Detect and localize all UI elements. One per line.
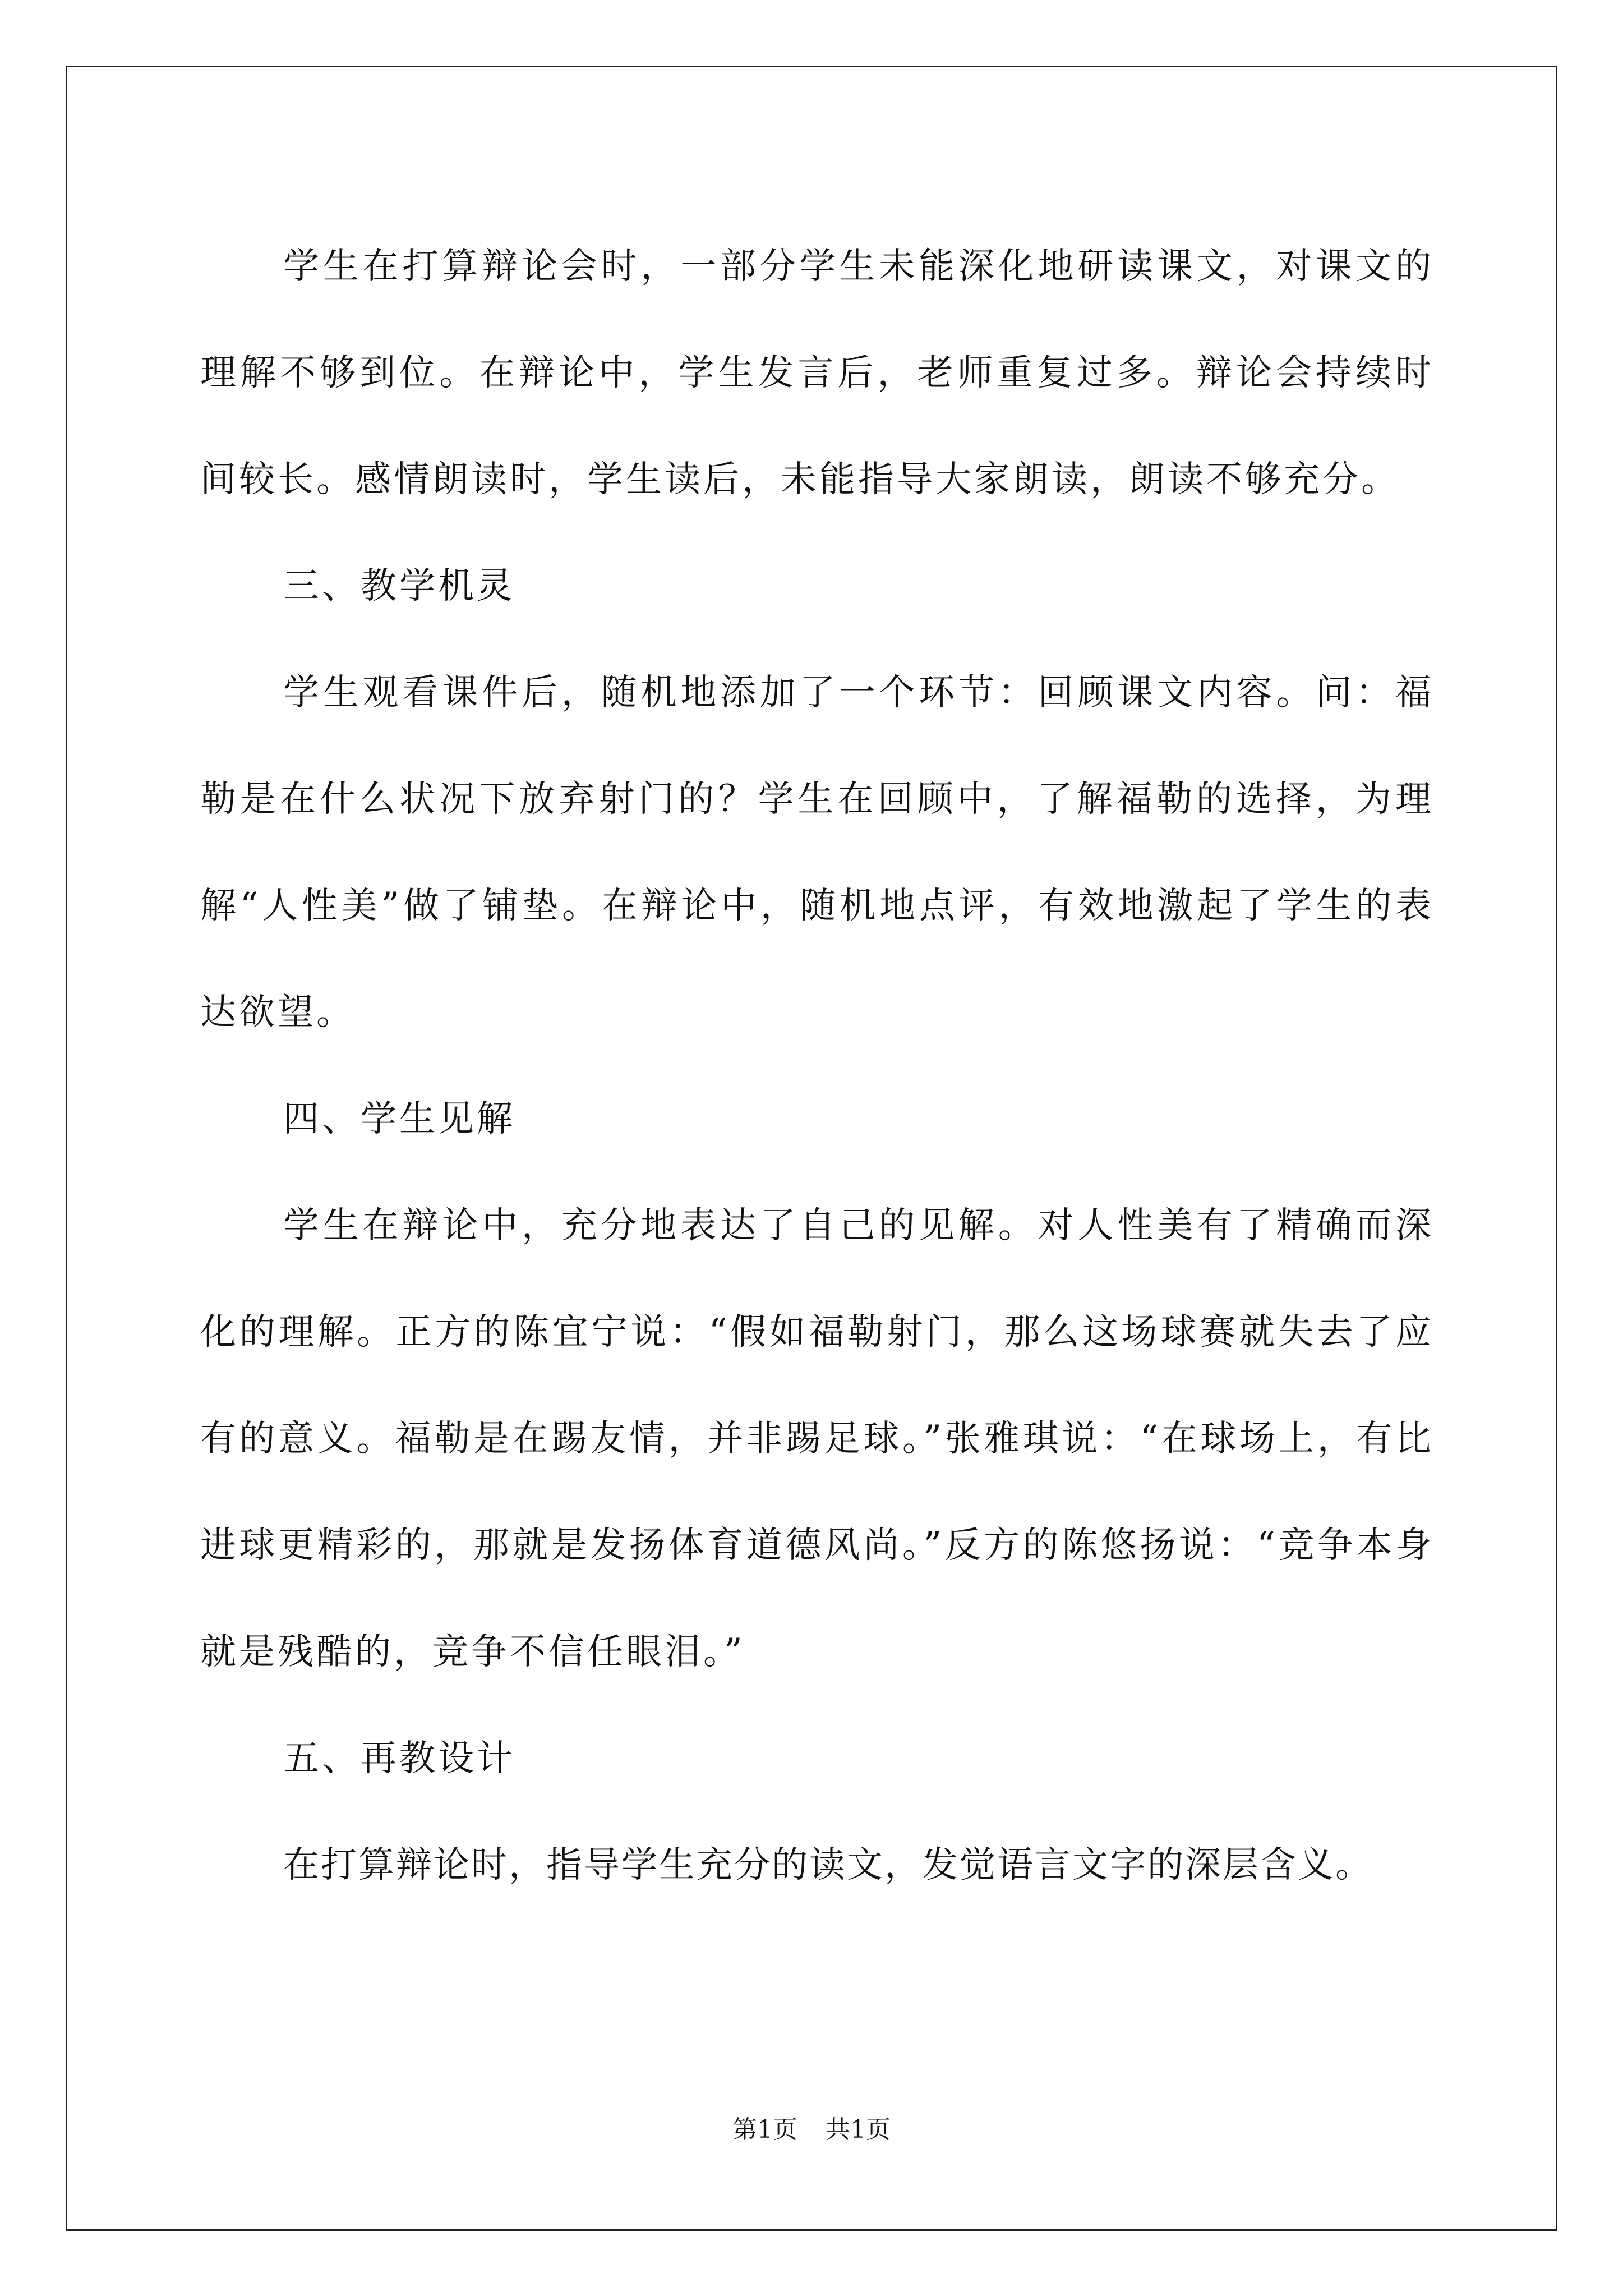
- heading-teaching-wit: 三、教学机灵: [283, 565, 515, 607]
- document-body: [200, 213, 1434, 1918]
- heading-redesign: 五、再教设计: [283, 1738, 515, 1779]
- paragraph-reflection-shortcomings: 学生在打算辩论会时，一部分学生未能深化地研读课文，对课文的理解不够到位。在辩论中，学生发言后，老师重复过多。辩论会持续时间较长。感情朗读时，学生读后，未能指导大家朗读，朗读不够充分。: [200, 246, 1434, 500]
- heading-student-views: 四、学生见解: [283, 1098, 515, 1140]
- paragraph-redesign: 在打算辩论时，指导学生充分的读文，发觉语言文字的深层含义。: [283, 1844, 1373, 1886]
- paragraph-student-views: 学生在辩论中，充分地表达了自己的见解。对人性美有了精确而深化的理解。正方的陈宜宁说：“假如福勒射门，那么这场球赛就失去了应有的意义。福勒是在踢友情，并非踢足球。”张雅琪说：“在球场上，有比进球更精彩的，那就是发扬体育道德风尚。”反方的陈悠扬说：“竞争本身就是残酷的，竞争不信任眼泪。”: [200, 1205, 1434, 1673]
- paragraph-teaching-wit: 学生观看课件后，随机地添加了一个环节：回顾课文内容。问：福勒是在什么状况下放弃射门的？学生在回顾中，了解福勒的选择，为理解“人性美”做了铺垫。在辩论中，随机地点评，有效地激起了学生的表达欲望。: [200, 672, 1434, 1033]
- page-total: 共1页: [826, 2115, 891, 2144]
- page-number: 第1页: [732, 2115, 797, 2144]
- page-footer: [0, 2109, 1623, 2145]
